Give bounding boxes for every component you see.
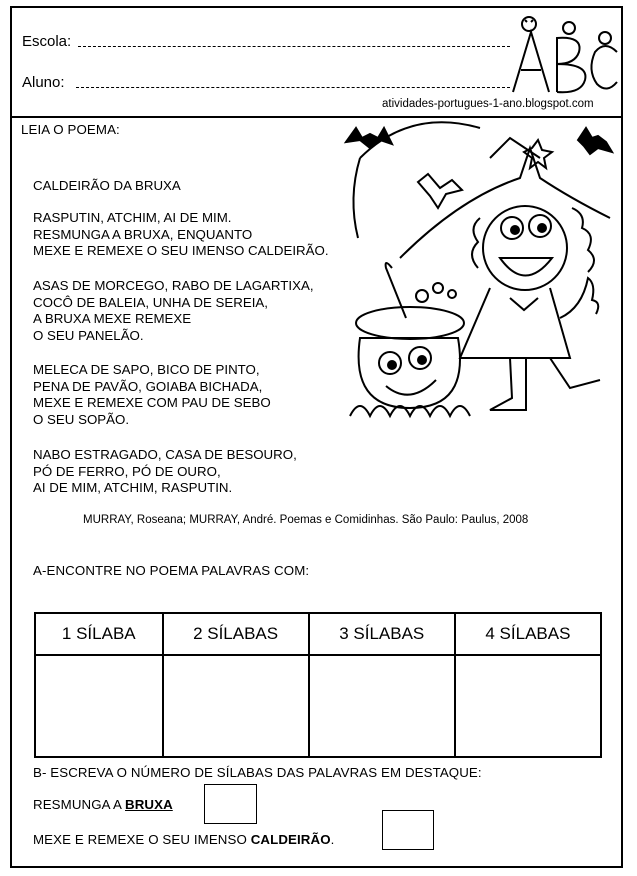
poem-line: AI DE MIM, ATCHIM, RASPUTIN.	[33, 480, 233, 495]
poem-stanza-2	[33, 278, 314, 344]
poem-stanza-1	[33, 210, 329, 260]
item-2-suffix: .	[330, 832, 335, 847]
student-input-line[interactable]	[76, 87, 510, 88]
poem-line: RESMUNGA A BRUXA, ENQUANTO	[33, 226, 253, 242]
column-header-3-syllables: 3 SÍLABAS	[309, 613, 455, 655]
poem-title: CALDEIRÃO DA BRUXA	[33, 178, 181, 193]
column-header-4-syllables: 4 SÍLABAS	[455, 613, 601, 655]
question-b-item-2	[33, 832, 334, 847]
poem-line: RASPUTIN, ATCHIM, AI DE MIM.	[33, 210, 232, 225]
poem-line: O SEU SOPÃO.	[33, 411, 130, 427]
poem-line: A BRUXA MEXE REMEXE	[33, 311, 192, 326]
table-header-row	[35, 613, 601, 655]
poem-line: MEXE E REMEXE COM PAU DE SEBO	[33, 395, 271, 410]
question-a-prompt: A-ENCONTRE NO POEMA PALAVRAS COM:	[33, 563, 310, 578]
item-1-prefix: RESMUNGA A	[33, 797, 125, 812]
answer-box-caldeirao[interactable]	[382, 810, 434, 850]
answer-cell-3-syllables[interactable]	[309, 655, 455, 757]
question-b-item-1	[33, 797, 173, 812]
abc-logo-text: ABC	[535, 72, 538, 73]
answer-box-bruxa[interactable]	[204, 784, 257, 824]
poem-line: NABO ESTRAGADO, CASA DE BESOURO,	[33, 447, 297, 462]
answer-cell-4-syllables[interactable]	[455, 655, 601, 757]
table-answer-row	[35, 655, 601, 757]
abc-logo-icon	[505, 12, 620, 98]
item-2-highlight-word: CALDEIRÃO	[250, 832, 331, 847]
poem-line: PÓ DE FERRO, PÓ DE OURO,	[33, 463, 221, 479]
poem-line: ASAS DE MORCEGO, RABO DE LAGARTIXA,	[33, 278, 314, 293]
column-header-1-syllable: 1 SÍLABA	[35, 613, 163, 655]
answer-cell-2-syllables[interactable]	[163, 655, 309, 757]
witch-cauldron-illustration	[340, 118, 615, 430]
poem-line: MEXE E REMEXE O SEU IMENSO CALDEIRÃO.	[33, 243, 329, 258]
student-label: Aluno:	[22, 74, 65, 91]
intro-text: LEIA O POEMA:	[21, 122, 120, 137]
poem-stanza-4	[33, 447, 297, 497]
item-2-prefix: MEXE E REMEXE O SEU IMENSO	[33, 832, 251, 847]
school-label: Escola:	[22, 33, 72, 50]
poem-line: O SEU PANELÃO.	[33, 327, 144, 343]
website-url: atividades-portugues-1-ano.blogspot.com	[382, 98, 594, 110]
item-1-highlight-word: BRUXA	[125, 797, 173, 812]
poem-line: COCÔ DE BALEIA, UNHA DE SEREIA,	[33, 294, 268, 310]
answer-cell-1-syllable[interactable]	[35, 655, 163, 757]
poem-stanza-3	[33, 362, 271, 428]
school-input-line[interactable]	[78, 46, 510, 47]
syllable-table	[34, 612, 602, 758]
question-b-prompt: B- ESCREVA O NÚMERO DE SÍLABAS DAS PALAVRAS EM DESTAQUE:	[33, 765, 482, 780]
column-header-2-syllables: 2 SÍLABAS	[163, 613, 309, 655]
poem-line: PENA DE PAVÃO, GOIABA BICHADA,	[33, 378, 263, 394]
poem-citation: MURRAY, Roseana; MURRAY, André. Poemas e Comidinhas. São Paulo: Paulus, 2008	[83, 514, 529, 526]
poem-line: MELECA DE SAPO, BICO DE PINTO,	[33, 362, 260, 377]
